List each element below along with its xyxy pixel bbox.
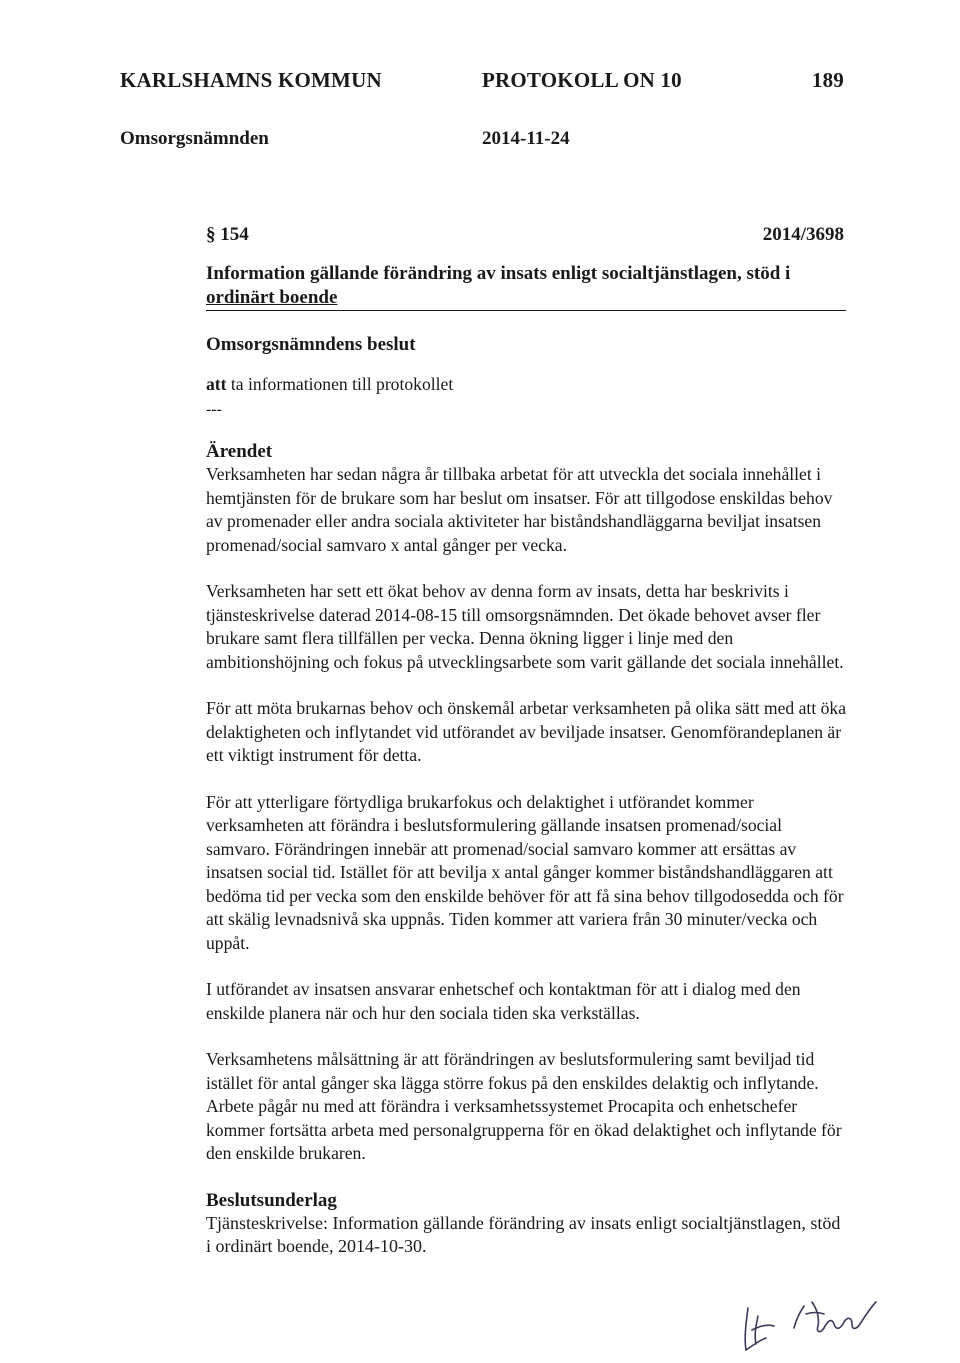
section-number: § 154 xyxy=(206,224,249,245)
decision-heading: Omsorgsnämndens beslut xyxy=(206,334,416,355)
matter-paragraph: Verksamheten har sett ett ökat behov av denna form av insats, detta har beskrivits i tjänsteskrivelse daterad 2014-08-15 till omsorgsnämnden. Det ökade behovet avser fler brukare samt flera tillfällen per vecka. Denna ökning ligger i linje med den ambitionshöjning och fokus på utvecklingsarbete som varit gällande det sociala innehållet. xyxy=(206,581,844,672)
decision-body: ta informationen till protokollet xyxy=(226,373,454,394)
matter-paragraph: Verksamheten har sedan några år tillbaka arbetat för att utveckla det sociala innehållet i hemtjänsten för de brukare som har beslut om insatser. För att tillgodose enskildas behov av promenader eller andra sociala aktiviteter har biståndshandläggarna beviljat insatsen promenad/social samvaro x antal gånger per vecka. xyxy=(206,464,833,555)
matter-paragraph: Verksamhetens målsättning är att förändringen av beslutsformulering samt beviljad tid istället för antal gånger ska lägga större fokus på den enskildes delaktig och inflytande. Arbete pågår nu med att förändra i verksamhetssystemet Procapita och enhetschefer kommer fortsätta arbeta med personalgrupperna för en ökad delaktighet och inflytande för den enskilde brukaren. xyxy=(206,1049,842,1163)
basis-heading: Beslutsunderlag xyxy=(206,1189,337,1211)
subject-title xyxy=(206,262,846,311)
page-subheader xyxy=(120,128,844,158)
matter-paragraph: För att möta brukarnas behov och önskemål arbetar verksamheten på olika sätt med att öka delaktigheten och inflytandet vid utförandet av beviljade insatser. Genomförandeplanen är ett viktigt instrument för detta. xyxy=(206,698,847,765)
minutes-content xyxy=(206,262,846,1258)
signature-initials-icon xyxy=(720,1268,940,1358)
meeting-date: 2014-11-24 xyxy=(482,128,570,149)
decision-separator: --- xyxy=(206,401,222,418)
decision-text xyxy=(206,373,846,397)
basis-text: Tjänsteskrivelse: Information gällande förändring av insats enligt socialtjänstlagen, stöd i ordinärt boende, 2014-10-30. xyxy=(206,1213,841,1256)
section-row xyxy=(206,224,844,252)
municipality-name: KARLSHAMNS KOMMUN xyxy=(120,68,382,92)
committee-name: Omsorgsnämnden xyxy=(120,128,269,149)
subject-title-line2: ordinärt boende xyxy=(206,287,338,308)
protocol-number: PROTOKOLL ON 10 xyxy=(482,68,682,92)
subject-title-line1: Information gällande förändring av insats enligt socialtjänstlagen, stöd i xyxy=(206,263,791,284)
matter-heading: Ärendet xyxy=(206,440,273,462)
page-header xyxy=(120,68,844,98)
matter-paragraph: För att ytterligare förtydliga brukarfokus och delaktighet i utförandet kommer verksamheten att förändra i beslutsformulering gällande insatsen promenad/social samvaro. Förändringen innebär att promenad/social samvaro kommer att ersättas av insatsen social tid. Istället för att bevilja x antal gånger kommer biståndshandläggaren att bedöma tid per vecka som den enskilde behöver för att få sina behov tillgodosedda och för att skälig levnadsnivå ska uppnås. Tiden kommer att variera från 30 minuter/vecka och uppåt. xyxy=(206,791,844,953)
decision-lead: att xyxy=(206,373,227,394)
matter-paragraph: I utförandet av insatsen ansvarar enhetschef och kontaktman för att i dialog med den enskilde planera när och hur den sociala tiden ska verkställas. xyxy=(206,979,801,1023)
page-number: 189 xyxy=(811,68,844,92)
case-number: 2014/3698 xyxy=(762,224,844,245)
